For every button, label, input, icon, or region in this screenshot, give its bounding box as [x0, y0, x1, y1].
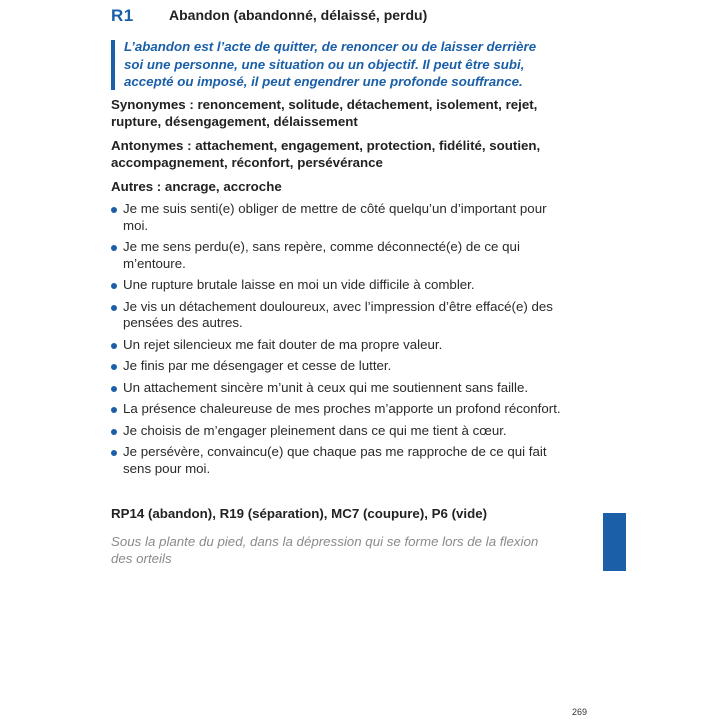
synonyms: Synonymes : renoncement, solitude, détachement, isolement, rejet, rupture, désengagement, délaissement	[111, 97, 538, 129]
statement-list	[111, 201, 561, 482]
statement-text: Je choisis de m’engager pleinement dans ce qui me tient à cœur.	[123, 422, 507, 438]
statement-text: Je finis par me désengager et cesse de lutter.	[123, 358, 392, 373]
definition-text: L’abandon est l’acte de quitter, de renoncer ou de laisser derrière soi une personne, une situation ou un objectif. Il peut être subi, accepté ou imposé, il peut engendrer une profonde souffrance.	[124, 39, 537, 89]
page-number: 269	[572, 707, 588, 717]
statement-text: Je persévère, convaincu(e) que chaque pas me rapproche de ce qui fait sens pour moi.	[123, 444, 547, 476]
bullet-dot-icon	[111, 450, 117, 456]
statement-text: Une rupture brutale laisse en moi un vide difficile à combler.	[123, 277, 475, 292]
section-tab-marker	[603, 513, 626, 571]
bullet-dot-icon	[111, 283, 117, 289]
entry-code: R1	[111, 6, 134, 25]
bullet-dot-icon	[111, 207, 117, 213]
bullet-dot-icon	[111, 407, 117, 413]
list-item	[111, 337, 561, 354]
entry-title: Abandon (abandonné, délaissé, perdu)	[169, 7, 428, 23]
list-item	[111, 380, 561, 397]
statement-text: Je me sens perdu(e), sans repère, comme déconnecté(e) de ce qui m’entoure.	[123, 239, 520, 271]
bullet-dot-icon	[111, 245, 117, 251]
list-item	[111, 358, 561, 375]
statement-text: Un rejet silencieux me fait douter de ma propre valeur.	[123, 336, 443, 352]
list-item	[111, 201, 561, 234]
statement-text: La présence chaleureuse de mes proches m’apporte un profond réconfort.	[123, 401, 561, 416]
statement-text: Je vis un détachement douloureux, avec l’impression d’être effacé(e) des pensées des autres.	[123, 298, 553, 330]
statement-text: Je me suis senti(e) obliger de mettre de côté quelqu’un d’important pour moi.	[123, 201, 547, 233]
related-references: RP14 (abandon), R19 (séparation), MC7 (coupure), P6 (vide)	[111, 506, 488, 521]
list-item	[111, 401, 561, 418]
list-item	[111, 423, 561, 440]
quote-bar	[111, 40, 115, 90]
list-item	[111, 239, 561, 272]
bullet-dot-icon	[111, 305, 117, 311]
list-item	[111, 299, 561, 332]
bullet-dot-icon	[111, 343, 117, 349]
definition-block	[111, 38, 551, 90]
bullet-dot-icon	[111, 386, 117, 392]
bullet-dot-icon	[111, 429, 117, 435]
list-item	[111, 277, 561, 294]
list-item	[111, 444, 561, 477]
bullet-dot-icon	[111, 364, 117, 370]
location-text: Sous la plante du pied, dans la dépression qui se forme lors de la flexion des orteils	[111, 534, 539, 566]
others: Autres : ancrage, accroche	[111, 179, 282, 194]
antonyms: Antonymes : attachement, engagement, protection, fidélité, soutien, accompagnement, réconfort, persévérance	[111, 138, 541, 170]
statement-text: Un attachement sincère m’unit à ceux qui me soutiennent sans faille.	[123, 379, 529, 395]
entry-header	[111, 6, 571, 28]
